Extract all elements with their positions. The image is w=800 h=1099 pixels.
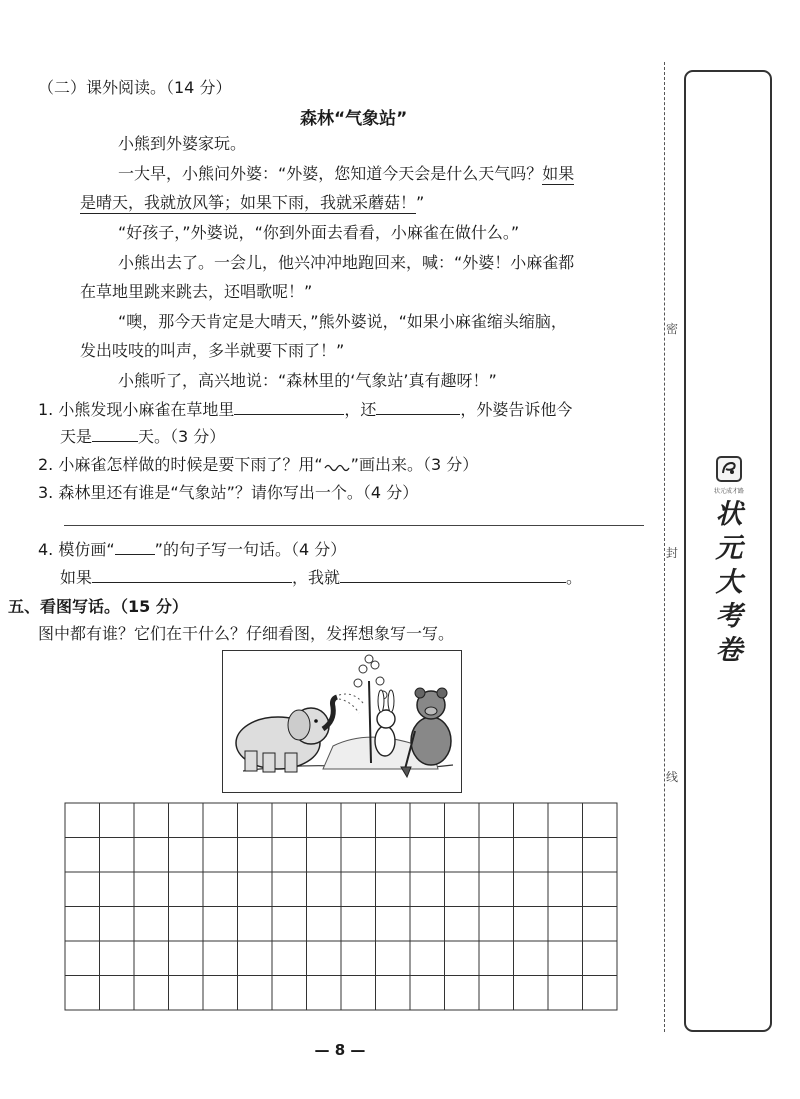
page-number: — 8 — <box>314 1041 366 1059</box>
grid-cell[interactable] <box>341 872 376 907</box>
writing-section-heading: 五、看图写话。（15 分） <box>8 597 188 616</box>
question-1-line-1 <box>38 400 572 420</box>
writing-prompt: 图中都有谁？它们在干什么？仔细看图，发挥想象写一写。 <box>38 624 455 643</box>
grid-cell[interactable] <box>583 803 618 838</box>
question-text: ，我就 <box>292 568 341 587</box>
illustration-drawing <box>223 651 460 791</box>
underlined-sentence: 是晴天，我就放风筝；如果下雨，我就采蘑菇！ <box>80 193 417 212</box>
grid-cell[interactable] <box>514 941 549 976</box>
question-2 <box>38 455 478 475</box>
story-paragraph-5-line-1: “噢，那今天肯定是大晴天，”熊外婆说，“如果小麻雀缩头缩脑， <box>118 312 567 331</box>
grid-cell[interactable] <box>169 907 204 942</box>
grid-cell[interactable] <box>169 838 204 873</box>
grid-cell[interactable] <box>548 838 583 873</box>
grid-cell[interactable] <box>307 838 342 873</box>
grid-cell[interactable] <box>341 907 376 942</box>
grid-cell[interactable] <box>376 976 411 1011</box>
question-text: ”的句子写一句话。（4 分） <box>154 540 347 559</box>
seal-char-xian: 线 <box>666 770 679 784</box>
grid-cell[interactable] <box>203 838 238 873</box>
grid-cell[interactable] <box>376 803 411 838</box>
story-text: 一大早，小熊问外婆：“外婆，您知道今天会是什么天气吗？ <box>118 164 543 183</box>
question-text: 1. 小熊发现小麻雀在草地里 <box>38 400 235 419</box>
question-text: 天是 <box>60 427 93 446</box>
grid-cell[interactable] <box>445 803 480 838</box>
grid-cell[interactable] <box>479 838 514 873</box>
wavy-underline-icon <box>323 460 351 472</box>
story-paragraph-5-line-2: 发出吱吱的叫声，多半就要下雨了！” <box>80 341 345 360</box>
grid-cell[interactable] <box>238 838 273 873</box>
grid-cell[interactable] <box>376 872 411 907</box>
grid-cell[interactable] <box>514 907 549 942</box>
grid-cell[interactable] <box>203 907 238 942</box>
question-text: 如果 <box>60 568 93 587</box>
grid-cell[interactable] <box>65 976 100 1011</box>
grid-cell[interactable] <box>410 838 445 873</box>
answer-blank[interactable] <box>340 568 566 583</box>
underlined-sentence: 如果 <box>542 164 575 183</box>
grid-cell[interactable] <box>583 907 618 942</box>
grid-cell[interactable] <box>514 838 549 873</box>
seal-char-mi: 密 <box>666 322 679 336</box>
grid-cell[interactable] <box>341 838 376 873</box>
grid-cell[interactable] <box>134 838 169 873</box>
answer-blank[interactable] <box>92 427 138 442</box>
story-paragraph-4-line-1: 小熊出去了。一会儿，他兴冲冲地跑回来，喊：“外婆！小麻雀都 <box>118 253 575 272</box>
binding-dashed-line <box>664 62 665 1032</box>
question-3: 3. 森林里还有谁是“气象站”？请你写出一个。（4 分） <box>38 483 419 502</box>
grid-cell[interactable] <box>272 838 307 873</box>
illustration-elephant-rabbit-bear <box>222 650 462 793</box>
grid-cell[interactable] <box>376 907 411 942</box>
grid-cell[interactable] <box>238 907 273 942</box>
question-text: ，还 <box>344 400 377 419</box>
brand-title: 状元大考卷 <box>715 499 743 666</box>
grid-cell[interactable] <box>65 872 100 907</box>
grid-cell[interactable] <box>479 907 514 942</box>
grid-cell[interactable] <box>134 872 169 907</box>
grid-cell[interactable] <box>238 976 273 1011</box>
grid-cell[interactable] <box>307 872 342 907</box>
grid-cell[interactable] <box>548 803 583 838</box>
grid-cell[interactable] <box>479 803 514 838</box>
grid-cell[interactable] <box>169 941 204 976</box>
grid-cell[interactable] <box>341 976 376 1011</box>
grid-cell[interactable] <box>410 941 445 976</box>
grid-cell[interactable] <box>410 907 445 942</box>
question-1-line-2 <box>60 427 225 447</box>
grid-cell[interactable] <box>307 941 342 976</box>
grid-cell[interactable] <box>307 803 342 838</box>
question-4 <box>38 540 346 560</box>
answer-blank[interactable] <box>92 568 292 583</box>
story-paragraph-3: “好孩子，”外婆说，“你到外面去看看，小麻雀在做什么。” <box>118 223 520 242</box>
question-text: 。 <box>566 568 583 587</box>
grid-cell[interactable] <box>134 941 169 976</box>
grid-cell[interactable] <box>272 976 307 1011</box>
grid-cell[interactable] <box>583 941 618 976</box>
grid-cell[interactable] <box>134 803 169 838</box>
question-text: 4. 模仿画“ <box>38 540 115 559</box>
grid-cell[interactable] <box>203 872 238 907</box>
grid-cell[interactable] <box>100 838 135 873</box>
question-4-answer <box>60 568 582 588</box>
question-3-answer-line[interactable] <box>64 525 644 526</box>
story-paragraph-2-line-2 <box>80 193 424 213</box>
grid-cell[interactable] <box>65 941 100 976</box>
grid-cell[interactable] <box>479 976 514 1011</box>
grid-cell[interactable] <box>100 907 135 942</box>
grid-cell[interactable] <box>203 941 238 976</box>
brand-tag: 状元成才路 <box>713 488 744 495</box>
grid-cell[interactable] <box>341 941 376 976</box>
grid-cell[interactable] <box>548 976 583 1011</box>
grid-cell[interactable] <box>134 976 169 1011</box>
grid-cell[interactable] <box>376 941 411 976</box>
grid-cell[interactable] <box>203 803 238 838</box>
grid-cell[interactable] <box>169 803 204 838</box>
grid-cell[interactable] <box>445 907 480 942</box>
question-text: ”画出来。（3 分） <box>350 455 479 474</box>
grid-cell[interactable] <box>238 872 273 907</box>
brand-side-panel <box>684 70 772 1032</box>
grid-cell[interactable] <box>445 872 480 907</box>
grid-cell[interactable] <box>410 803 445 838</box>
grid-cell[interactable] <box>583 976 618 1011</box>
grid-cell[interactable] <box>548 907 583 942</box>
grid-cell[interactable] <box>169 872 204 907</box>
writing-grid[interactable] <box>64 802 620 1012</box>
grid-cell[interactable] <box>134 907 169 942</box>
grid-cell[interactable] <box>100 941 135 976</box>
grid-cell[interactable] <box>65 838 100 873</box>
question-text: 天。（3 分） <box>138 427 226 446</box>
grid-cell[interactable] <box>410 976 445 1011</box>
grid-cell[interactable] <box>272 941 307 976</box>
grid-cell[interactable] <box>341 803 376 838</box>
story-paragraph-6: 小熊听了，高兴地说：“森林里的‘气象站’真有趣呀！” <box>118 371 497 390</box>
rabbit-figure <box>375 690 395 756</box>
story-paragraph-4-line-2: 在草地里跳来跳去，还唱歌呢！” <box>80 282 313 301</box>
reading-section-heading: （二）课外阅读。（14 分） <box>38 78 232 97</box>
grid-cell[interactable] <box>65 907 100 942</box>
grid-cell[interactable] <box>307 907 342 942</box>
brand-logo-icon <box>716 456 742 482</box>
grid-cell[interactable] <box>272 907 307 942</box>
grid-cell[interactable] <box>548 941 583 976</box>
grid-cell[interactable] <box>238 803 273 838</box>
grid-cell[interactable] <box>445 838 480 873</box>
grid-cell[interactable] <box>514 976 549 1011</box>
grid-cell[interactable] <box>272 872 307 907</box>
grid-cell[interactable] <box>100 872 135 907</box>
grid-cell[interactable] <box>65 803 100 838</box>
grid-cell[interactable] <box>307 976 342 1011</box>
question-text: ，外婆告诉他今 <box>460 400 573 419</box>
straight-underline-sample <box>115 540 155 555</box>
question-text: 2. 小麻雀怎样做的时候是要下雨了？用“ <box>38 455 323 474</box>
story-paragraph-2-line-1 <box>118 164 574 184</box>
grid-cell[interactable] <box>548 872 583 907</box>
grid-cell[interactable] <box>100 976 135 1011</box>
story-title: 森林“气象站” <box>300 109 408 129</box>
grid-cell[interactable] <box>272 803 307 838</box>
answer-blank[interactable] <box>234 400 344 415</box>
grid-cell[interactable] <box>238 941 273 976</box>
grid-cell[interactable] <box>445 941 480 976</box>
grid-cell[interactable] <box>203 976 238 1011</box>
story-text: ” <box>416 193 425 212</box>
grid-cell[interactable] <box>583 838 618 873</box>
grid-cell[interactable] <box>376 838 411 873</box>
story-paragraph-1: 小熊到外婆家玩。 <box>118 134 247 153</box>
elephant-figure <box>236 697 337 772</box>
grid-cell[interactable] <box>410 872 445 907</box>
grid-cell[interactable] <box>445 976 480 1011</box>
grid-cell[interactable] <box>479 872 514 907</box>
grid-cell[interactable] <box>514 803 549 838</box>
seal-char-feng: 封 <box>666 546 679 560</box>
grid-cell[interactable] <box>100 803 135 838</box>
grid-cell[interactable] <box>583 872 618 907</box>
grid-cell[interactable] <box>169 976 204 1011</box>
answer-blank[interactable] <box>376 400 460 415</box>
grid-cell[interactable] <box>514 872 549 907</box>
grid-cell[interactable] <box>479 941 514 976</box>
